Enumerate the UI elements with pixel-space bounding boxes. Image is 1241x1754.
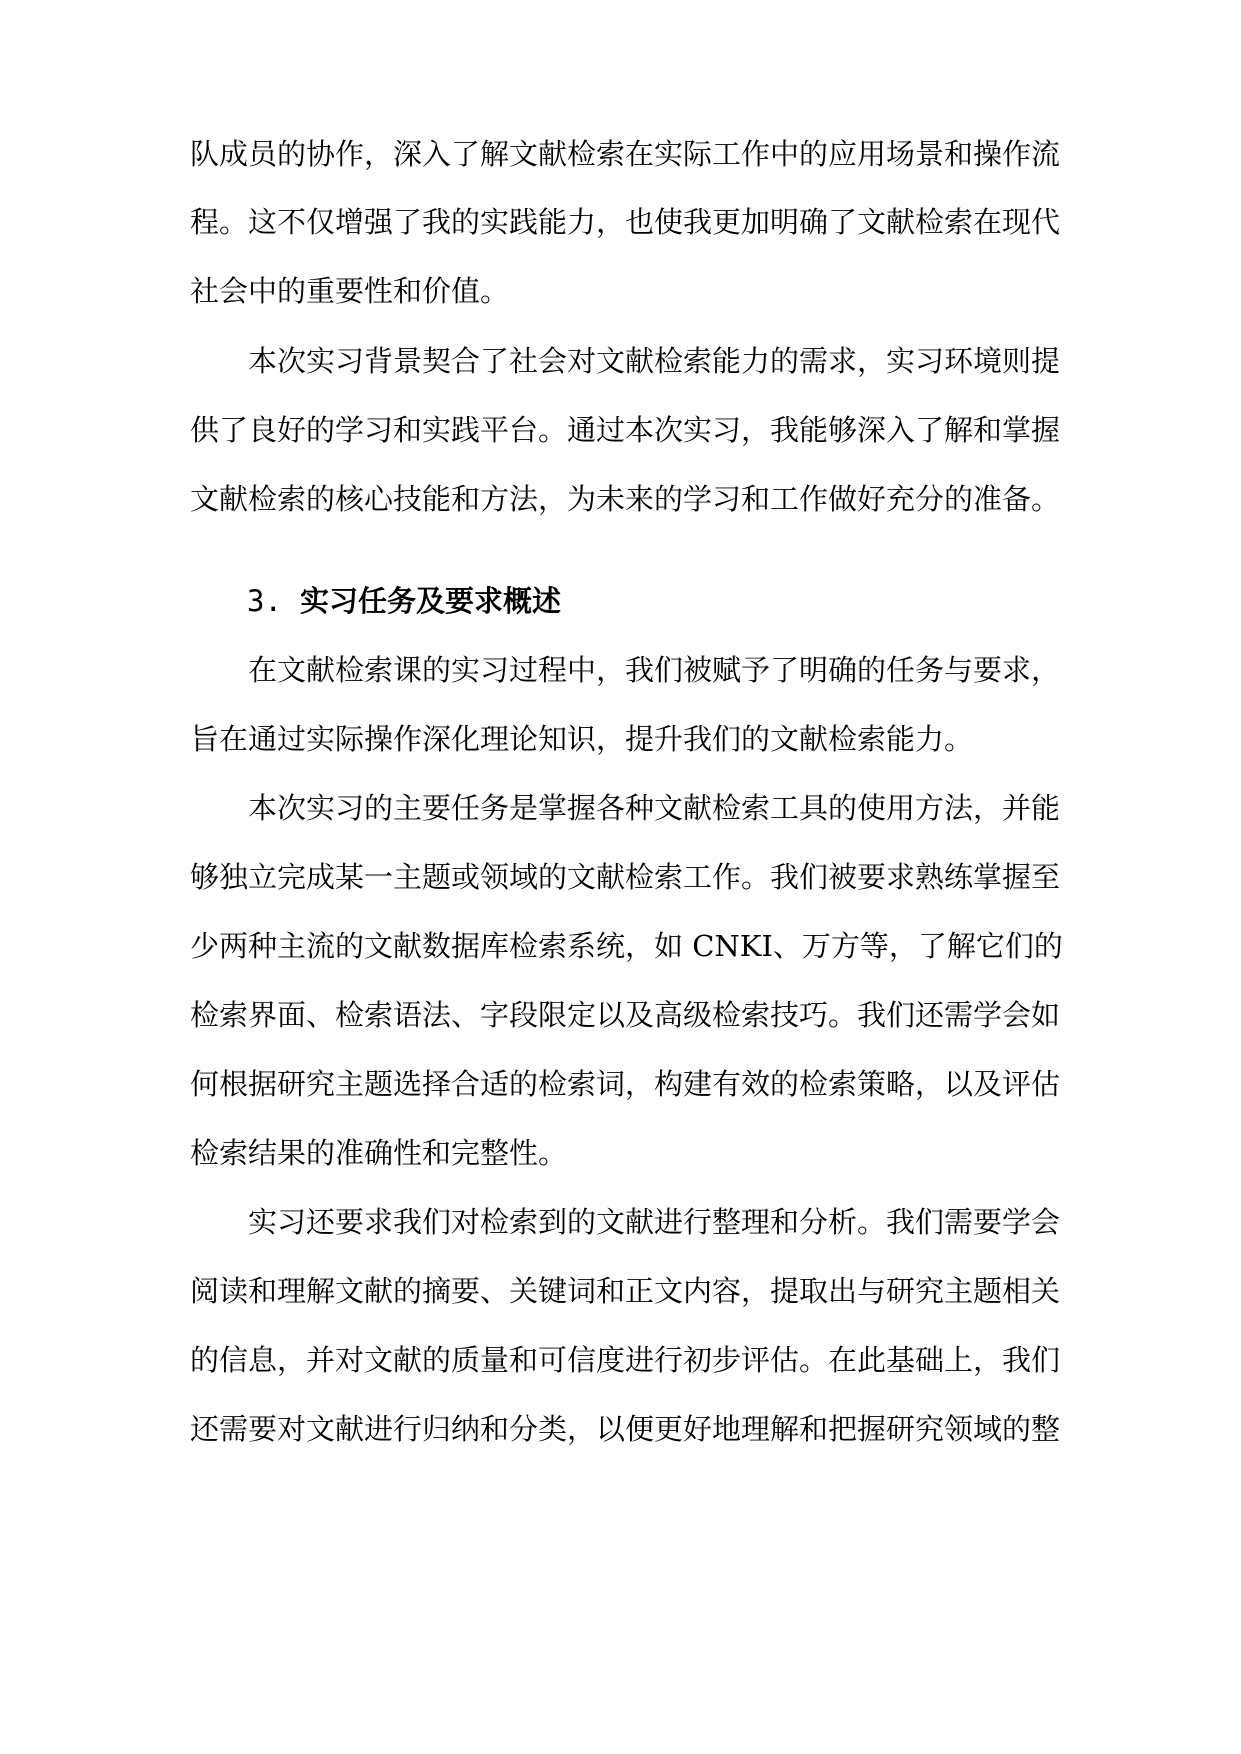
paragraph-line: 检索结果的准确性和完整性。	[190, 1136, 568, 1170]
section-title: 实习任务及要求概述	[300, 584, 562, 618]
paragraph-line: 何根据研究主题选择合适的检索词，构建有效的检索策略，以及评估	[190, 1067, 1061, 1101]
section-heading	[247, 581, 561, 621]
paragraph-line: 供了良好的学习和实践平台。通过本次实习，我能够深入了解和掌握	[190, 413, 1061, 447]
paragraph-line: 旨在通过实际操作深化理论知识，提升我们的文献检索能力。	[190, 722, 974, 756]
section-number: 3.	[247, 584, 282, 618]
paragraph-line: 队成员的协作，深入了解文献检索在实际工作中的应用场景和操作流	[190, 137, 1061, 171]
paragraph-line: 的信息，并对文献的质量和可信度进行初步评估。在此基础上，我们	[190, 1343, 1061, 1377]
paragraph-line: 实习还要求我们对检索到的文献进行整理和分析。我们需要学会	[248, 1205, 1061, 1239]
paragraph-line: 本次实习背景契合了社会对文献检索能力的需求，实习环境则提	[248, 344, 1061, 378]
paragraph-line: 社会中的重要性和价值。	[190, 274, 510, 308]
paragraph-line: 还需要对文献进行归纳和分类，以便更好地理解和把握研究领域的整	[190, 1412, 1061, 1446]
paragraph-line: 够独立完成某一主题或领域的文献检索工作。我们被要求熟练掌握至	[190, 860, 1061, 894]
paragraph-line: 阅读和理解文献的摘要、关键词和正文内容，提取出与研究主题相关	[190, 1274, 1061, 1308]
paragraph-line: 程。这不仅增强了我的实践能力，也使我更加明确了文献检索在现代	[190, 205, 1061, 239]
paragraph-line: 文献检索的核心技能和方法，为未来的学习和工作做好充分的准备。	[190, 482, 1061, 516]
paragraph-line: 本次实习的主要任务是掌握各种文献检索工具的使用方法，并能	[248, 791, 1061, 825]
paragraph-line: 少两种主流的文献数据库检索系统，如 CNKI、万方等，了解它们的	[190, 929, 1063, 963]
paragraph-line: 检索界面、检索语法、字段限定以及高级检索技巧。我们还需学会如	[190, 998, 1061, 1032]
paragraph-line: 在文献检索课的实习过程中，我们被赋予了明确的任务与要求，	[248, 653, 1061, 687]
